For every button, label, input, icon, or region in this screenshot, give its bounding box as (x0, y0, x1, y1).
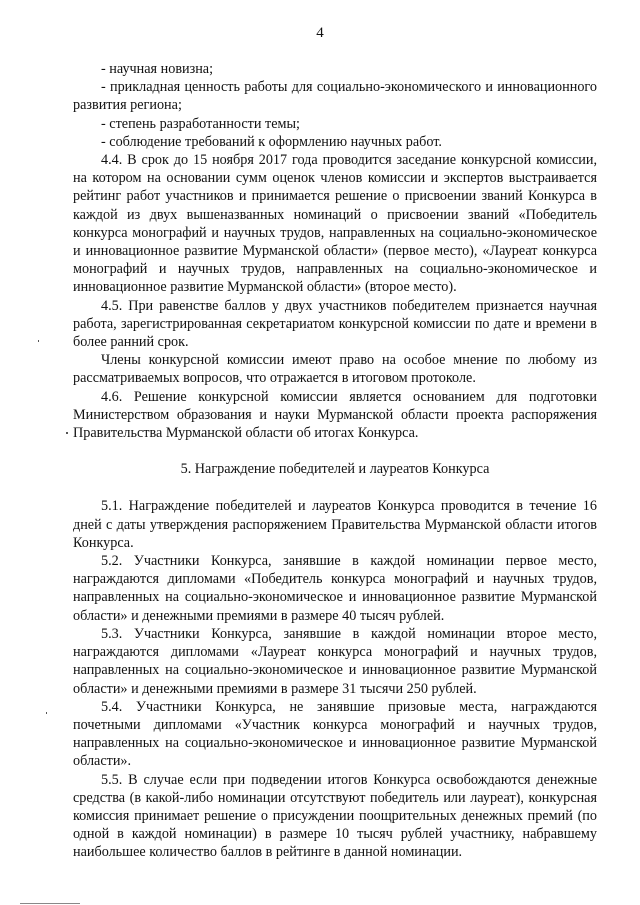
scan-speck (66, 432, 68, 434)
section-heading: 5. Награждение победителей и лауреатов Конкурса (180, 461, 490, 478)
document-body (73, 60, 597, 862)
page-number: 4 (316, 25, 324, 41)
scan-speck (38, 340, 39, 342)
paragraph-5-1: 5.1. Награждение победителей и лауреатов Конкурса проводится в течение 16 дней с даты утверждения распоряжением Правительства Мурманской области итогов Конкурса. (73, 498, 597, 551)
criteria-item: - степень разработанности темы; (101, 115, 300, 132)
paragraph-5-4: 5.4. Участники Конкурса, не занявшие призовые места, награждаются почетными дипломами «Участник конкурса монографий и научных трудов, направленных на социально-экономическое и инновационное развитие Мурманской области». (73, 698, 597, 770)
paragraph-5-2: 5.2. Участники Конкурса, занявшие в каждой номинации первое место, награждаются дипломами «Победитель конкурса монографий и научных трудов, направленных на социально-экономическое и инновационное развитие Мурманской области» и денежными премиями в размере 40 тысяч рублей. (73, 553, 597, 624)
scan-speck (46, 712, 47, 714)
paragraph-4-4: 4.4. В срок до 15 ноября 2017 года проводится заседание конкурсной комиссии, на котором на основании сумм оценок членов комиссии и экспертов выстраивается рейтинг работ участников и принимается решение о присвоении званий Конкурса в каждой из двух вышеназванных номинаций о присвоении званий «Победитель конкурса монографий и научных трудов, направленных на социально-экономическое и инновационное развитие Мурманской области» (первое место), «Лауреат конкурса монографий и научных трудов, направленных на социально-экономическое и инновационное развитие Мурманской области» (второе место). (73, 152, 597, 296)
criteria-item: - соблюдение требований к оформлению научных работ. (101, 133, 442, 150)
footer-rule (20, 903, 80, 904)
paragraph-4-5: 4.5. При равенстве баллов у двух участников победителем признается научная работа, зарегистрированная секретариатом конкурсной комиссии по дате и времени в более ранний срок. (73, 297, 597, 351)
criteria-item: - научная новизна; (101, 61, 214, 77)
paragraph-5-3: 5.3. Участники Конкурса, занявшие в каждой номинации второе место, награждаются дипломами «Лауреат конкурса монографий и научных трудов, направленных на социально-экономическое и инновационное развитие Мурманской области» и денежными премиями в размере 31 тысячи 250 рублей. (73, 625, 597, 697)
criteria-item: - прикладная ценность работы для социально-экономического и инновационного развития региона; (73, 79, 597, 114)
paragraph-4-6: 4.6. Решение конкурсной комиссии является основанием для подготовки Министерством образования и науки Мурманской области проекта распоряжения Правительства Мурманской области об итогах Конкурса. (73, 388, 597, 442)
paragraph-commission-opinion: Члены конкурсной комиссии имеют право на особое мнение по любому из рассматриваемых вопросов, что отражается в итоговом протоколе. (73, 352, 597, 387)
paragraph-5-5: 5.5. В случае если при подведении итогов Конкурса освобождаются денежные средства (в какой-либо номинации отсутствуют победитель или лауреат), конкурсная комиссия принимает решение о присуждении поощрительных денежных премий (по одной в каждой номинации) в размере 10 тысяч рублей участнику, набравшему наибольшее количество баллов в рейтинге в данной номинации. (73, 771, 597, 861)
